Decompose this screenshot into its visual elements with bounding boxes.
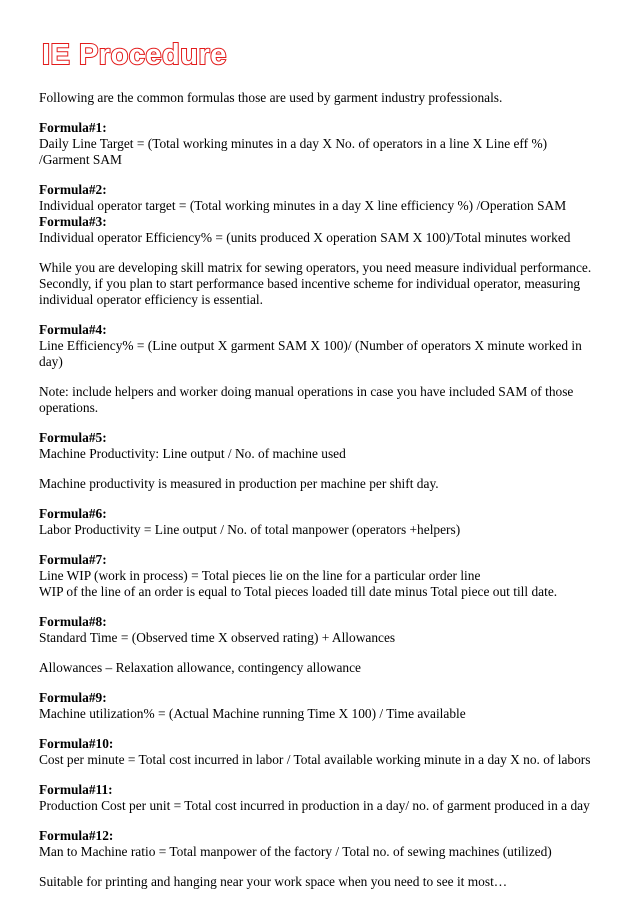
formula-3: [39, 214, 599, 246]
page-title: IE Procedure: [42, 39, 227, 71]
formula-label: Formula#4:: [39, 322, 107, 337]
formula-label: Formula#9:: [39, 690, 107, 705]
document-page: [39, 36, 599, 890]
formula-4: [39, 322, 599, 370]
formula-10: [39, 736, 599, 768]
formula-label: Formula#5:: [39, 430, 107, 445]
skill-matrix-note: While you are developing skill matrix for sewing operators, you need measure individual performance. Secondly, if you plan to start performance based incentive scheme for individual operator, measuring individual operator efficiency is essential.: [39, 260, 592, 307]
formula-label: Formula#10:: [39, 736, 114, 751]
formula-label: Formula#2:: [39, 182, 107, 197]
formula-5: [39, 430, 599, 462]
helpers-note: Note: include helpers and worker doing manual operations in case you have included SAM of those operations.: [39, 384, 574, 415]
formula-text: Machine utilization% = (Actual Machine running Time X 100) / Time available: [39, 706, 466, 721]
formula-2: [39, 182, 599, 214]
formula-text: Line Efficiency% = (Line output X garment SAM X 100)/ (Number of operators X minute worked in day): [39, 338, 582, 369]
machine-productivity-note: Machine productivity is measured in production per machine per shift day.: [39, 476, 439, 491]
formula-text: Daily Line Target = (Total working minutes in a day X No. of operators in a line X Line eff %) /Garment SAM: [39, 136, 548, 167]
formula-label: Formula#11:: [39, 782, 113, 797]
allowances-note: Allowances – Relaxation allowance, contingency allowance: [39, 660, 361, 675]
intro-text: Following are the common formulas those are used by garment industry professionals.: [39, 90, 503, 105]
formula-label: Formula#8:: [39, 614, 107, 629]
formula-7: [39, 552, 599, 600]
formula-label: Formula#3:: [39, 214, 107, 229]
formula-11: [39, 782, 599, 814]
formula-text: Individual operator Efficiency% = (units produced X operation SAM X 100)/Total minutes worked: [39, 230, 571, 245]
formula-text: Standard Time = (Observed time X observed rating) + Allowances: [39, 630, 396, 645]
formula-text: Line WIP (work in process) = Total pieces lie on the line for a particular order line: [39, 568, 481, 583]
formula-12: [39, 828, 599, 860]
closing-note: Suitable for printing and hanging near your work space when you need to see it most…: [39, 874, 508, 889]
formula-8: [39, 614, 599, 646]
formula-text: Production Cost per unit = Total cost incurred in production in a day/ no. of garment produced in a day: [39, 798, 590, 813]
formula-text-secondary: WIP of the line of an order is equal to Total pieces loaded till date minus Total piece out till date.: [39, 584, 558, 599]
formula-6: [39, 506, 599, 538]
formula-text: Labor Productivity = Line output / No. of total manpower (operators +helpers): [39, 522, 461, 537]
formula-1: [39, 120, 599, 168]
formula-label: Formula#1:: [39, 120, 107, 135]
formula-text: Machine Productivity: Line output / No. of machine used: [39, 446, 346, 461]
formula-label: Formula#7:: [39, 552, 107, 567]
formula-9: [39, 690, 599, 722]
formula-label: Formula#6:: [39, 506, 107, 521]
formula-text: Cost per minute = Total cost incurred in labor / Total available working minute in a day X no. of labors: [39, 752, 591, 767]
formula-text: Man to Machine ratio = Total manpower of the factory / Total no. of sewing machines (utilized): [39, 844, 552, 859]
formula-text: Individual operator target = (Total working minutes in a day X line efficiency %) /Operation SAM: [39, 198, 567, 213]
formula-label: Formula#12:: [39, 828, 114, 843]
